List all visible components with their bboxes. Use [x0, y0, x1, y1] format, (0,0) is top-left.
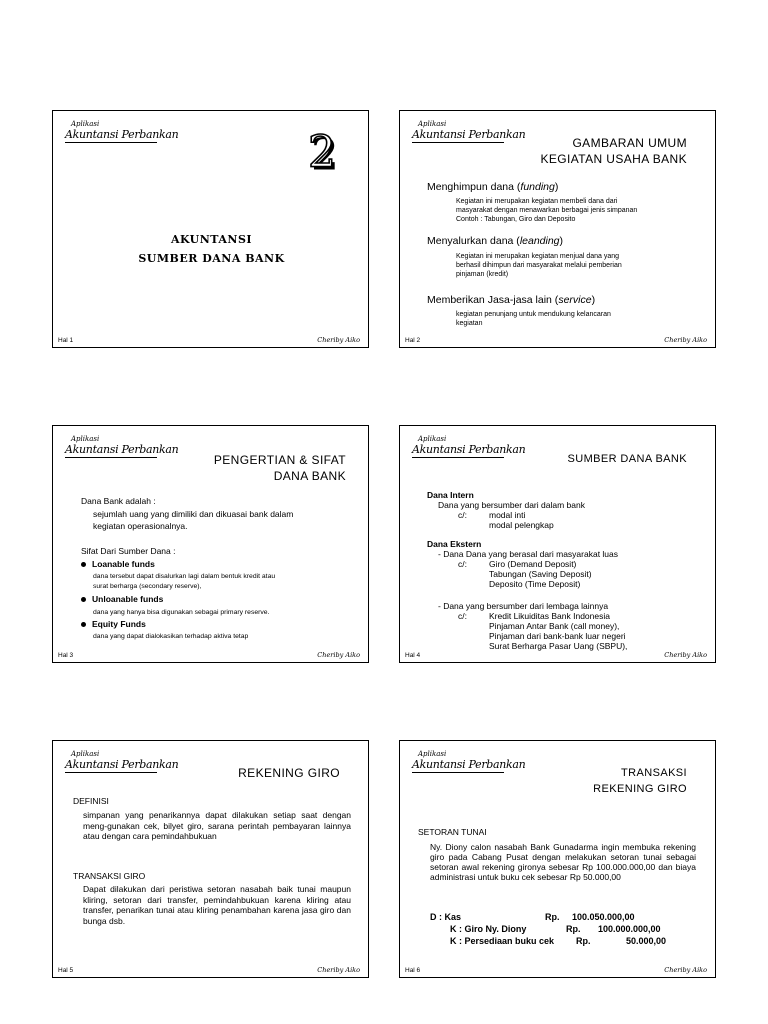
bullet-description: dana tersebut dapat disalurkan lagi dalam bentuk kredit atau surat berharga (secondary reserve), — [93, 573, 276, 590]
logo-small-text: Aplikasi — [418, 750, 447, 758]
journal-account: K : Persediaan buku cek — [450, 936, 555, 946]
slide-3-title — [214, 452, 346, 484]
app-logo — [412, 435, 526, 461]
bullet-icon — [81, 622, 86, 627]
logo-underline — [412, 457, 504, 458]
author-signature: Cheriby Aiko — [664, 651, 707, 659]
logo-big-text: Akuntansi Perbankan — [65, 443, 179, 456]
app-logo — [412, 120, 526, 146]
ekstern-label: Dana Ekstern — [427, 539, 482, 549]
logo-small-text: Aplikasi — [71, 750, 100, 758]
slide-1-title-line-1: AKUNTANSI — [170, 233, 253, 246]
setoran-label: SETORAN TUNAI — [418, 827, 487, 837]
slide-3 — [52, 425, 369, 663]
journal-amount: 100.050.000,00 — [572, 912, 635, 922]
slide-4-title: SUMBER DANA BANK — [567, 453, 687, 465]
journal-rp: Rp. — [566, 924, 581, 934]
app-logo — [65, 120, 179, 146]
definition-text: simpanan yang penarikannya dapat dilakukan setiap saat dengan meng-gunakan cek, bilyet giro, sarana perintah pembayaran lainnya atau dengan cara pemindahbukuan — [83, 810, 351, 841]
slide-6-title-line-1: TRANSAKSI — [621, 767, 687, 779]
page-number: Hal 5 — [58, 967, 74, 974]
author-signature: Cheriby Aiko — [317, 336, 360, 344]
slide-2-title — [540, 135, 687, 167]
app-logo — [65, 435, 179, 461]
slide-5 — [52, 740, 369, 978]
bullet-icon — [81, 562, 86, 567]
journal-row — [430, 923, 680, 935]
journal-entries — [430, 911, 680, 947]
journal-rp: Rp. — [545, 912, 560, 922]
journal-amount: 100.000.000,00 — [598, 924, 661, 934]
intern-label: Dana Intern — [427, 490, 474, 500]
logo-underline — [65, 772, 157, 773]
slide-1-title-line-2: SUMBER DANA BANK — [138, 252, 285, 265]
bullet-item: Loanable funds — [81, 559, 155, 569]
transaction-label: TRANSAKSI GIRO — [73, 871, 146, 881]
sifat-label: Sifat Dari Sumber Dana : — [81, 546, 176, 556]
app-logo — [65, 750, 179, 776]
ekstern-description-2: - Dana yang bersumber dari lembaga lainnya — [438, 601, 609, 611]
chapter-number: 2 — [308, 127, 336, 178]
slide-2 — [399, 110, 716, 348]
slide-4 — [399, 425, 716, 663]
logo-big-text: Akuntansi Perbankan — [412, 128, 526, 141]
page-number: Hal 6 — [405, 967, 421, 974]
slide-6-title-line-2: REKENING GIRO — [593, 783, 687, 795]
page-number: Hal 1 — [58, 337, 74, 344]
logo-underline — [412, 142, 504, 143]
slide-2-title-line-2: KEGIATAN USAHA BANK — [540, 152, 687, 166]
bullet-description: dana yang hanya bisa digunakan sebagai primary reserve. — [93, 609, 270, 616]
slide-1 — [52, 110, 369, 348]
slide-3-title-line-2: DANA BANK — [273, 469, 346, 483]
logo-big-text: Akuntansi Perbankan — [65, 128, 179, 141]
journal-amount: 50.000,00 — [626, 936, 667, 946]
definition-label: Dana Bank adalah : — [81, 496, 156, 506]
page-number: Hal 2 — [405, 337, 421, 344]
ekstern-items-2: Kredit Likuiditas Bank Indonesia Pinjaman Antar Bank (call money), Pinjaman dari bank-bank luar negeri Surat Berharga Pasar Uang (SBPU), — [489, 611, 628, 651]
slide-6 — [399, 740, 716, 978]
bullet-item: Unloanable funds — [81, 594, 163, 604]
logo-small-text: Aplikasi — [71, 435, 100, 443]
ekstern-items-1: Giro (Demand Deposit) Tabungan (Saving Deposit) Deposito (Time Deposit) — [489, 559, 592, 589]
logo-big-text: Akuntansi Perbankan — [65, 758, 179, 771]
slide-6-title — [593, 765, 687, 797]
setoran-text: Ny. Diony calon nasabah Bank Gunadarma ingin membuka rekening giro pada Cabang Pusat dengan melakukan setoran tunai sebagai setoran awal rekening gironya sebesar Rp 100.000.000,00 dan biaya administrasi untuk buku cek sebesar Rp 50.000,00 — [430, 842, 696, 882]
bullet-description: dana yang dapat dialokasikan terhadap aktiva tetap — [93, 633, 249, 640]
journal-row — [430, 911, 680, 923]
bullet-item: Equity Funds — [81, 619, 146, 629]
activity-heading: Menyalurkan dana (leanding) — [427, 235, 564, 247]
author-signature: Cheriby Aiko — [317, 651, 360, 659]
activity-description: kegiatan penunjang untuk mendukung kelancaran kegiatan — [456, 311, 611, 327]
activity-heading: Memberikan Jasa-jasa lain (service) — [427, 294, 596, 306]
slide-3-title-line-1: PENGERTIAN & SIFAT — [213, 453, 346, 467]
logo-small-text: Aplikasi — [71, 120, 100, 128]
journal-account: K : Giro Ny. Diony — [450, 924, 527, 934]
intern-items: modal inti modal pelengkap — [489, 510, 554, 530]
cc-label: c/: — [458, 510, 467, 520]
app-logo — [412, 750, 526, 776]
cc-label: c/: — [458, 559, 467, 569]
activity-description: Kegiatan ini merupakan kegiatan menjual dana yang berhasil dihimpun dari masyarakat melalui pemberian pinjaman (kredit) — [456, 253, 622, 278]
logo-underline — [65, 142, 157, 143]
activity-heading: Menghimpun dana (funding) — [427, 181, 559, 193]
slide-5-title: REKENING GIRO — [238, 766, 340, 780]
intern-description: Dana yang bersumber dari dalam bank — [438, 500, 585, 510]
author-signature: Cheriby Aiko — [664, 336, 707, 344]
slide-2-title-line-1: GAMBARAN UMUM — [572, 136, 687, 150]
logo-underline — [412, 772, 504, 773]
definition-text: sejumlah uang yang dimiliki dan dikuasai bank dalam kegiatan operasionalnya. — [93, 509, 294, 531]
transaction-text: Dapat dilakukan dari peristiwa setoran nasabah baik tunai maupun kliring, setoran dari transfer, pemindahbukuan karena kliring atau transfer, penarikan tunai atau kliring penambahan karena jasa giro dan bunga dsb. — [83, 884, 351, 926]
logo-underline — [65, 457, 157, 458]
page-number: Hal 3 — [58, 652, 74, 659]
activity-description: Kegiatan ini merupakan kegiatan membeli dana dari masyarakat dengan menawarkan berbagai jenis simpanan Contoh : Tabungan, Giro dan Deposito — [456, 198, 638, 223]
logo-small-text: Aplikasi — [418, 435, 447, 443]
logo-small-text: Aplikasi — [418, 120, 447, 128]
cc-label: c/: — [458, 611, 467, 621]
ekstern-description-1: - Dana Dana yang berasal dari masyarakat luas — [438, 549, 619, 559]
bullet-icon — [81, 597, 86, 602]
page-number: Hal 4 — [405, 652, 421, 659]
definition-label: DEFINISI — [73, 796, 109, 806]
journal-rp: Rp. — [576, 936, 591, 946]
author-signature: Cheriby Aiko — [664, 966, 707, 974]
logo-big-text: Akuntansi Perbankan — [412, 758, 526, 771]
logo-big-text: Akuntansi Perbankan — [412, 443, 526, 456]
journal-row — [430, 935, 680, 947]
journal-account: D : Kas — [430, 912, 462, 922]
author-signature: Cheriby Aiko — [317, 966, 360, 974]
